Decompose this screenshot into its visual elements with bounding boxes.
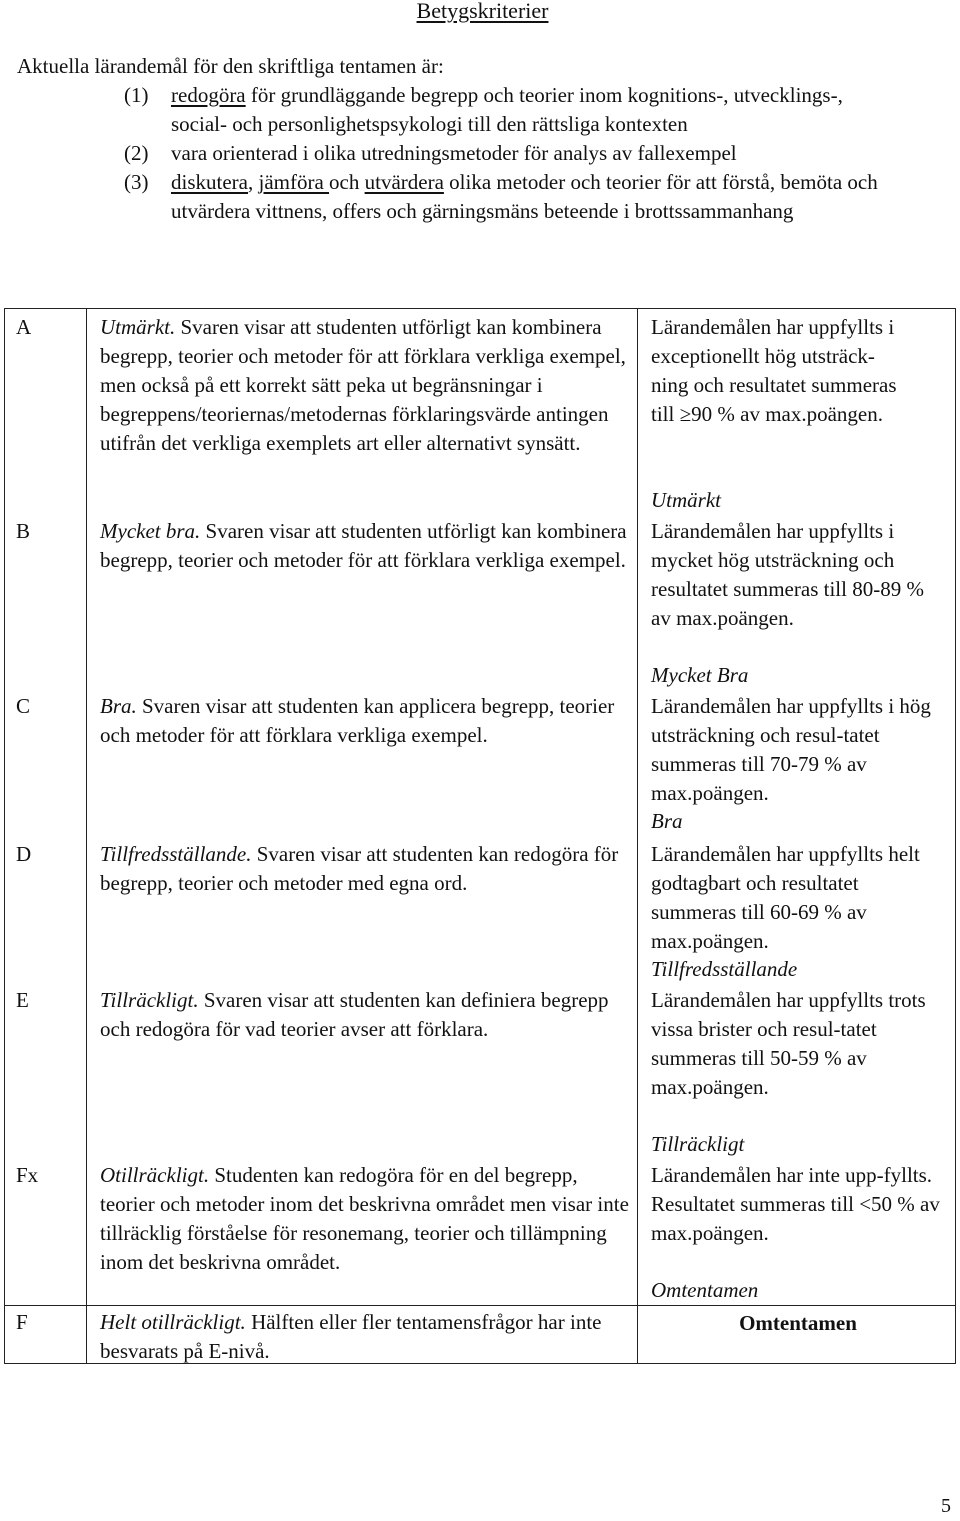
objective-text bbox=[171, 81, 891, 139]
grade-label: Helt otillräckligt. bbox=[100, 1310, 246, 1334]
objective-number: (3) bbox=[124, 170, 149, 194]
intro-heading: Aktuella lärandemål för den skriftliga tentamen är: bbox=[17, 54, 444, 78]
objective-separator: och bbox=[329, 170, 365, 194]
objective-keyword: redogöra bbox=[171, 83, 246, 107]
grade-letter: E bbox=[16, 988, 29, 1012]
result-prefix: till bbox=[651, 402, 680, 426]
objective-text bbox=[171, 168, 891, 226]
objective-keyword: jämföra bbox=[258, 170, 330, 194]
grade-letter: A bbox=[16, 315, 32, 339]
grade-text: Hälften eller fler tentamensfrågor har inte besvarats på E-nivå. bbox=[100, 1310, 602, 1363]
grade-text: Svaren visar att studenten utförligt kan kombinera begrepp, teorier och metoder för att förklara verkliga exempel, men också på ett korrekt sätt peka ut begränsningar i begreppens/teoriernas/metodernas förklaringsvärde antingen utifrån det verkliga exemplets art eller alternativt synsätt. bbox=[100, 315, 626, 455]
grade-criteria-table bbox=[4, 308, 956, 1364]
objective-text: vara orienterad i olika utredningsmetoder för analys av fallexempel bbox=[171, 141, 737, 165]
grade-label: Tillräckligt. bbox=[100, 988, 199, 1012]
grade-label: Otillräckligt. bbox=[100, 1163, 210, 1187]
grade-text: Svaren visar att studenten kan redogöra för begrepp, teorier och metoder med egna ord. bbox=[100, 842, 619, 895]
objective-body: olika metoder och teorier för att förstå, bemöta och utvärdera vittnens, offers och gärningsmäns beteende i brottssammanhang bbox=[171, 170, 878, 223]
grade-description bbox=[100, 1308, 635, 1366]
grade-letter: F bbox=[16, 1310, 28, 1334]
row-divider bbox=[5, 1305, 955, 1306]
grade-label: Utmärkt. bbox=[100, 315, 176, 339]
ge-symbol: ≥ bbox=[679, 402, 692, 426]
column-divider bbox=[86, 309, 87, 1363]
result-title-bold: Omtentamen bbox=[739, 1311, 857, 1335]
objective-body: för grundläggande begrepp och teorier inom kognitions-, utvecklings-, social- och personlighetspsykologi till den rättsliga kontexten bbox=[171, 83, 843, 136]
objective-keyword: utvärdera bbox=[364, 170, 444, 194]
grade-text: Svaren visar att studenten kan definiera begrepp och redogöra för vad teorier avser att förklara. bbox=[100, 988, 609, 1041]
objective-number: (2) bbox=[124, 141, 149, 165]
result-line: Lärandemålen har uppfyllts i exceptionellt hög utsträck- bbox=[651, 315, 895, 368]
objective-number: (1) bbox=[124, 83, 149, 107]
grade-label: Tillfredsställande. bbox=[100, 842, 252, 866]
result-suffix: 90 % av max.poängen. bbox=[691, 402, 883, 426]
grade-text: Svaren visar att studenten utförligt kan kombinera begrepp, teorier och metoder för att förklara verkliga exempel. bbox=[100, 519, 627, 572]
grade-text: Svaren visar att studenten kan applicera begrepp, teorier och metoder för att förklara verkliga exempel. bbox=[100, 694, 615, 747]
grade-description bbox=[100, 986, 635, 1044]
grade-letter: Fx bbox=[16, 1163, 39, 1187]
result-title: Omtentamen bbox=[651, 1278, 759, 1302]
grade-result: Lärandemålen har uppfyllts i hög utsträckning och resul-tatet summeras till 70-79 % av max.poängen. bbox=[651, 694, 931, 805]
page-title: Betygskriterier bbox=[416, 0, 549, 23]
grade-result bbox=[651, 313, 951, 429]
result-line bbox=[651, 400, 951, 429]
grade-result: Lärandemålen har uppfyllts i mycket hög utsträckning och resultatet summeras till 80-89 % av max.poängen. bbox=[651, 519, 924, 630]
grade-description bbox=[100, 517, 635, 575]
result-line: ning och resultatet summeras bbox=[651, 373, 897, 397]
grade-description bbox=[100, 692, 635, 750]
result-title: Mycket Bra bbox=[651, 663, 749, 687]
column-divider bbox=[637, 309, 638, 1363]
objective-keyword: diskutera bbox=[171, 170, 248, 194]
grade-label: Mycket bra. bbox=[100, 519, 201, 543]
grade-description bbox=[100, 1161, 635, 1277]
result-title: Tillfredsställande bbox=[651, 957, 798, 981]
result-title: Tillräckligt bbox=[651, 1132, 745, 1156]
result-title: Bra bbox=[651, 809, 683, 833]
grade-letter: B bbox=[16, 519, 31, 543]
grade-label: Bra. bbox=[100, 694, 137, 718]
grade-description bbox=[100, 840, 635, 898]
objective-separator: , bbox=[247, 170, 259, 194]
page-number: 5 bbox=[941, 1495, 951, 1517]
result-title: Utmärkt bbox=[651, 488, 721, 512]
grade-result: Lärandemålen har uppfyllts helt godtagbart och resultatet summeras till 60-69 % av max.poängen. bbox=[651, 842, 920, 953]
grade-result: Lärandemålen har uppfyllts trots vissa brister och resul-tatet summeras till 50-59 % av max.poängen. bbox=[651, 988, 926, 1099]
grade-letter: C bbox=[16, 694, 31, 718]
grade-letter: D bbox=[16, 842, 32, 866]
grade-result: Lärandemålen har inte upp-fyllts. Resultatet summeras till <50 % av max.poängen. bbox=[651, 1163, 940, 1245]
grade-description bbox=[100, 313, 635, 458]
grade-text: Studenten kan redogöra för en del begrepp, teorier och metoder inom det beskrivna området men visar inte tillräcklig förståelse för resonemang, teorier och tillämpning inom det beskrivna området. bbox=[100, 1163, 629, 1274]
